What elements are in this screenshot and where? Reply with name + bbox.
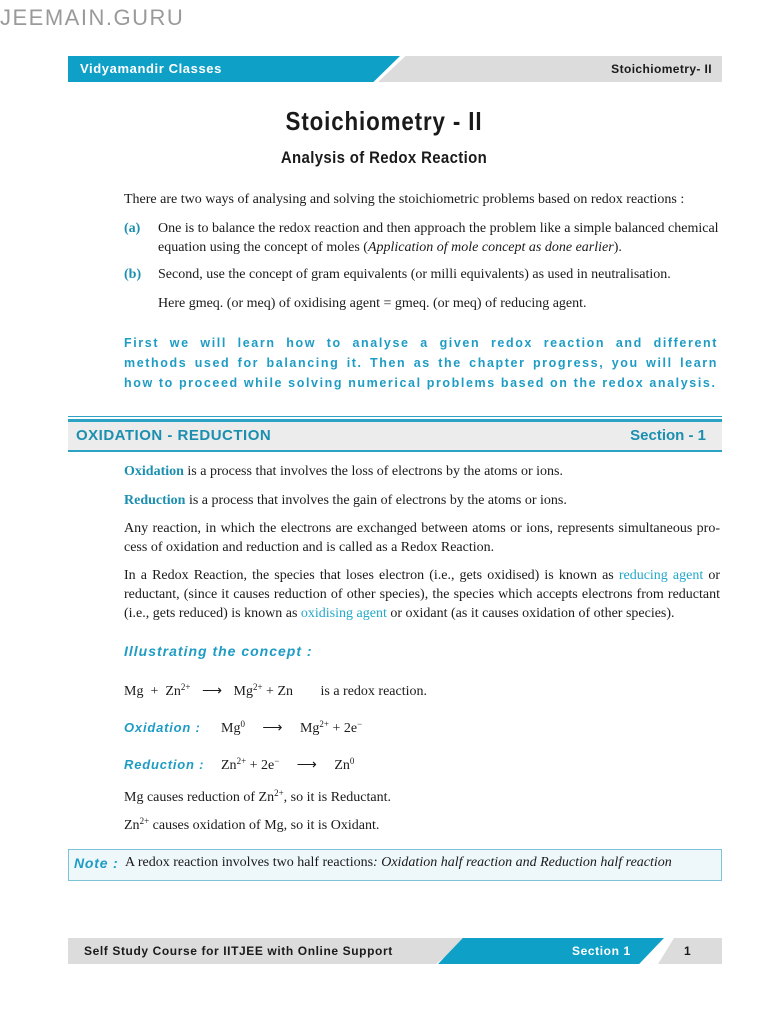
oxidant-text-a: Zn xyxy=(124,818,140,833)
intro-lead: There are two ways of analysing and solving the stoichiometric problems based on redox reactions : xyxy=(124,192,685,207)
eq-plus: + xyxy=(150,684,159,699)
reduction-label: Reduction : xyxy=(124,757,205,772)
watermark: JEEMAIN.GURU xyxy=(0,5,185,30)
item-a-line1: One is to balance the redox reaction and then approach the problem like a simple balanced chemical xyxy=(158,221,719,236)
oxidation-text: is a process that involves the loss of electrons by the atoms or ions. xyxy=(183,464,564,479)
eq-term: 2e xyxy=(343,721,358,736)
reducing-agent-term: reducing agent xyxy=(618,568,704,583)
page-footer-banner xyxy=(68,938,722,964)
reduction-definition xyxy=(124,491,724,510)
reduction-half-equation xyxy=(221,756,354,774)
oxidant-statement xyxy=(124,812,379,835)
oxidation-label: Oxidation : xyxy=(124,720,201,735)
redox-reaction-equation xyxy=(124,682,427,700)
eq-charge: − xyxy=(274,756,280,766)
note-label: Note : xyxy=(74,855,119,871)
eq-term: Zn xyxy=(334,758,350,773)
agents-part2: or reductant, (since it causes reduction of other species), the species which accepts electrons from reductant (i.e., gets reduced) is known as xyxy=(124,568,720,621)
page-subtitle: Analysis of Redox Reaction xyxy=(280,148,488,167)
item-b-label: (b) xyxy=(124,267,142,282)
reductant-text-b: , so it is Reductant. xyxy=(283,790,391,805)
eq-charge: 2+ xyxy=(274,788,284,798)
agents-part1: In a Redox Reaction, the species that loses electron (i.e., gets oxidised) is known as xyxy=(124,568,619,583)
page-header-banner xyxy=(68,56,722,82)
item-a-line2-prefix: equation using the concept of moles ( xyxy=(158,240,368,255)
page-title: Stoichiometry - II xyxy=(285,106,483,136)
eq-comment: is a redox reaction. xyxy=(320,684,428,699)
oxidising-agent-term: oxidising agent xyxy=(300,606,387,621)
eq-charge: 2+ xyxy=(319,719,329,729)
intro-highlight: First we will learn how to analyse a given redox reaction and different methods used for balancing it. Then as the chapter progress, you will learn how to proceed while solving numerical problems based on the redox analysis. xyxy=(124,336,718,390)
header-chapter: Stoichiometry- II xyxy=(611,62,712,76)
section-header-bar xyxy=(68,419,722,452)
eq-charge: 2+ xyxy=(180,682,191,692)
eq-term: Mg xyxy=(233,684,253,699)
reaction-arrow-icon: ⟶ xyxy=(262,721,283,736)
footer-section-label: Section 1 xyxy=(572,944,631,958)
reductant-statement xyxy=(124,784,391,807)
eq-term: Mg xyxy=(124,684,144,699)
reductant-text-a: Mg causes reduction of Zn xyxy=(124,790,275,805)
redox-definition: Any reaction, in which the electrons are exchanged between atoms or ions, represents simultaneous pro-cess of oxidation and reduction and is called as a Redox Reaction. xyxy=(124,521,720,555)
eq-term: Mg xyxy=(299,721,320,736)
note-text xyxy=(125,855,672,871)
item-a-text xyxy=(158,219,728,257)
reaction-arrow-icon: ⟶ xyxy=(296,758,317,773)
note-text-italic: : Oxidation half reaction and Reduction half reaction xyxy=(373,855,672,870)
item-a-line2-italic: Application of mole concept as done earlier xyxy=(367,240,614,255)
item-b-text: Second, use the concept of gram equivalents (or milli equivalents) as used in neutralisation. xyxy=(158,267,671,282)
eq-plus: + xyxy=(332,721,341,736)
reaction-arrow-icon: ⟶ xyxy=(201,684,223,699)
eq-plus: + xyxy=(249,758,258,773)
agents-part3: or oxidant (as it causes oxidation of other species). xyxy=(386,606,675,621)
eq-charge: 2+ xyxy=(139,816,150,826)
reduction-text: is a process that involves the gain of electrons by the atoms or ions. xyxy=(185,493,567,508)
eq-term: Mg xyxy=(221,721,241,736)
item-a-line2-suffix: ). xyxy=(613,240,622,255)
eq-charge: 0 xyxy=(349,756,355,766)
note-box xyxy=(68,849,722,881)
oxidant-text-b: causes oxidation of Mg, so it is Oxidant. xyxy=(149,818,380,833)
item-a-label: (a) xyxy=(124,221,141,236)
reduction-term: Reduction xyxy=(124,493,186,508)
eq-charge: 2+ xyxy=(252,682,263,692)
eq-plus: + xyxy=(266,684,274,699)
oxidation-term: Oxidation xyxy=(124,464,184,479)
eq-charge: − xyxy=(357,719,363,729)
header-publisher: Vidyamandir Classes xyxy=(80,61,222,76)
agents-paragraph xyxy=(124,566,720,623)
eq-charge: 0 xyxy=(240,719,245,729)
eq-term: Zn xyxy=(277,684,293,699)
note-text-plain: A redox reaction involves two half reactions xyxy=(125,855,374,870)
footer-course-label: Self Study Course for IITJEE with Online Support xyxy=(84,944,393,958)
section-title: OXIDATION - REDUCTION xyxy=(76,427,272,444)
page-number: 1 xyxy=(684,944,691,958)
eq-term: Zn xyxy=(221,758,237,773)
equivalence-note: Here gmeq. (or meq) of oxidising agent = gmeq. (or meq) of reducing agent. xyxy=(158,296,587,311)
eq-term: Zn xyxy=(165,684,181,699)
oxidation-half-equation xyxy=(221,719,362,737)
section-number: Section - 1 xyxy=(630,427,706,444)
eq-term: 2e xyxy=(261,758,275,773)
eq-charge: 2+ xyxy=(236,756,247,766)
illustration-heading: Illustrating the concept : xyxy=(124,643,313,659)
oxidation-definition xyxy=(124,462,724,481)
